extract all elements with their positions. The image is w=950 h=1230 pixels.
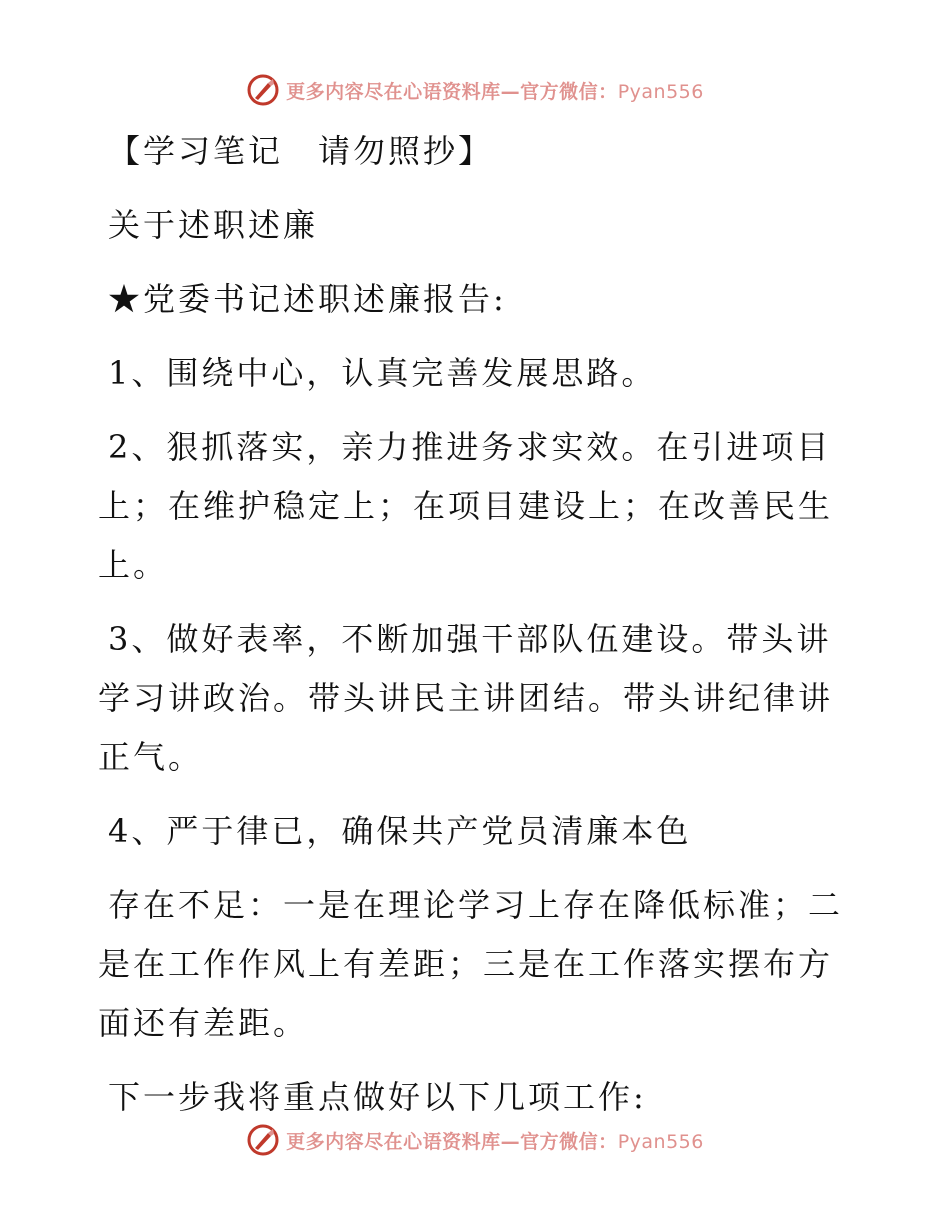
document-title: 关于述职述廉 bbox=[108, 206, 319, 244]
list-item: 3、做好表率，不断加强干部队伍建设。带头讲学习讲政治。带头讲民主讲团结。带头讲纪律讲正气。 bbox=[98, 620, 834, 776]
list-item: 4、严于律已，确保共产党员清廉本色 bbox=[108, 812, 692, 850]
footer-watermark bbox=[0, 1120, 950, 1160]
note-heading: 【学习笔记 请勿照抄】 bbox=[108, 132, 494, 170]
pen-logo-icon bbox=[246, 73, 280, 107]
pen-logo-icon bbox=[246, 1123, 280, 1157]
watermark-text: 更多内容尽在心语资料库—官方微信：Pyan556 bbox=[286, 1130, 704, 1153]
shortcomings-paragraph: 存在不足：一是在理论学习上存在降低标准；二是在工作作风上有差距；三是在工作落实摆布方面还有差距。 bbox=[98, 886, 844, 1042]
watermark-text: 更多内容尽在心语资料库—官方微信：Pyan556 bbox=[286, 80, 704, 103]
report-subtitle: ★党委书记述职述廉报告: bbox=[108, 280, 507, 318]
list-item: 2、狠抓落实，亲力推进务求实效。在引进项目上；在维护稳定上；在项目建设上；在改善民生上。 bbox=[98, 428, 834, 584]
next-step-line: 下一步我将重点做好以下几项工作: bbox=[108, 1078, 647, 1116]
header-watermark bbox=[0, 70, 950, 110]
document-body bbox=[98, 122, 858, 1127]
list-item: 1、围绕中心，认真完善发展思路。 bbox=[108, 354, 657, 392]
